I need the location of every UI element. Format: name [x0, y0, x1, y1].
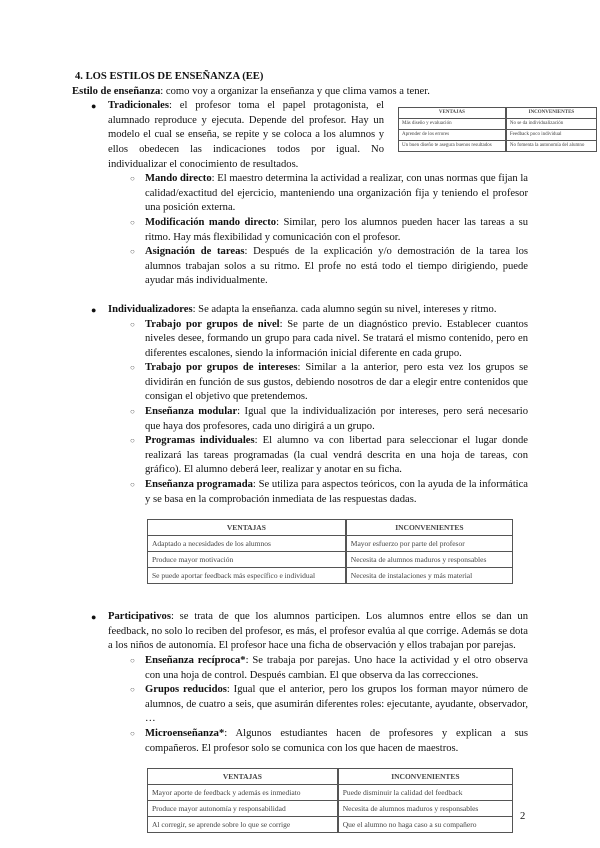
table-header: INCONVENIENTES	[338, 769, 513, 785]
bullet-tradicionales	[91, 99, 384, 172]
sub-item	[130, 172, 528, 216]
table-cell: Necesita de instalaciones y más material	[346, 568, 513, 584]
table-cell: Que el alumno no haga caso a su compañero	[338, 817, 513, 833]
sub-item	[130, 434, 528, 478]
term: Modificación mando directo	[145, 216, 277, 228]
text: : el profesor toma el papel protagonista, el alumnado reproduce y ejecuta. Depende del profesor. Hay un modelo el cual se enseña, se repite y se coloca a los alumnos y ellos obedecen las indicaciones todos por igual. No individualizar el conocimiento de resultados.	[108, 100, 384, 170]
table-cell: Mayor esfuerzo por parte del profesor	[346, 536, 513, 552]
text: : Se adapta la enseñanza. cada alumno según su nivel, intereses y ritmo.	[192, 303, 497, 315]
table-cell: Produce mayor autonomía y responsabilidad	[148, 801, 338, 817]
text: : Se utiliza para aspectos teóricos, con la ayuda de la informática y se basa en la comprobación inmediata de las respuestas dadas.	[145, 479, 528, 505]
term: Individualizadores	[108, 303, 193, 315]
term: Programas individuales	[145, 435, 255, 447]
table-cell: Feedback poco individual	[506, 130, 597, 141]
circle-bullet-icon: ○	[130, 407, 135, 417]
sub-item	[130, 478, 528, 507]
text: : Similar a la anterior, pero esta vez los grupos se dividirán en función de sus gustos, debiendo nosotros de dar a elegir entre contenidos que consigan el objetivo que pretendemos.	[145, 362, 528, 403]
table-cell: Adaptado a necesidades de los alumnos	[148, 536, 346, 552]
term: Tradicionales	[108, 100, 170, 112]
table-header: VENTAJAS	[399, 108, 506, 119]
table-cell: No fomenta la autonomía del alumno	[506, 141, 597, 152]
sub-item	[130, 727, 528, 756]
circle-bullet-icon: ○	[130, 728, 135, 738]
bullet-participativos	[91, 610, 528, 654]
circle-bullet-icon: ○	[130, 436, 135, 446]
circle-bullet-icon: ○	[130, 656, 135, 665]
text: : El maestro determina la actividad a realizar, con unas normas que fijan la calidad/exactitud del ejercicio, manteniendo una organización fija y teniendo el profesor una posición externa.	[145, 173, 528, 214]
sub-item	[130, 361, 528, 405]
circle-bullet-icon: ○	[130, 247, 135, 257]
table-cell: Aprender de los errores	[399, 130, 506, 141]
sub-item	[130, 216, 528, 245]
intro-term: Estilo de enseñanza	[72, 85, 161, 97]
table-header: INCONVENIENTES	[506, 108, 597, 119]
term: Trabajo por grupos de intereses	[145, 362, 298, 374]
term: Trabajo por grupos de nivel	[145, 318, 280, 330]
bullet-icon: ●	[91, 101, 97, 112]
bullet-icon: ●	[91, 304, 97, 315]
term: Grupos reducidos	[145, 684, 227, 696]
sub-item	[130, 654, 528, 683]
bullet-individualizadores	[91, 303, 528, 318]
table-cell: Un buen diseño te asegura buenos resultados	[399, 141, 506, 152]
table-cell: Puede disminuir la calidad del feedback	[338, 785, 513, 801]
circle-bullet-icon: ○	[130, 174, 135, 184]
text: : El alumno va con libertad para seleccionar el lugar donde realizará las tareas programadas (la cual vendrá descrita en una hoja de tareas, con gráfico). El alumno deberá leer, realizar y anotar en su ficha.	[145, 435, 528, 476]
table-cell: No se da individualización	[506, 119, 597, 130]
term: Microenseñanza*	[145, 727, 225, 739]
table-cell: Produce mayor motivación	[148, 552, 346, 568]
document-body	[72, 70, 528, 833]
table-cell: Al corregir, se aprende sobre lo que se corrige	[148, 817, 338, 833]
text: : Algunos estudiantes hacen de profesores y explican a sus compañeros. El profesor solo se comunica con los que hacen de maestros.	[145, 727, 528, 754]
circle-bullet-icon: ○	[130, 685, 135, 695]
text: : Después de la explicación y/o demostración de la tarea los alumnos trabajan solos a su ritmo. El profe no está todo el tiempo dirigiendo, puede ayudar más individualmente.	[145, 246, 529, 287]
term: Asignación de tareas	[145, 246, 245, 258]
term: Enseñanza recíproca*	[145, 655, 246, 666]
text: : Se parte de un diagnóstico previo. Establecer cuantos niveles desee, formando un grupo para cada nivel. Se tratará el mismo contenido, pero en diferentes escalones, siendo la información inicial diferente en cada grupo.	[145, 318, 528, 359]
page-number: 2	[520, 811, 526, 822]
table-cell: Necesita de alumnos maduros y responsables	[338, 801, 513, 817]
table-cell: Mayor aporte de feedback y además es inmediato	[148, 785, 338, 801]
text: : Se trabaja por parejas. Uno hace la actividad y el otro observa con una hoja de control. Después cambian. El que observa da las correcciones.	[145, 655, 528, 681]
circle-bullet-icon: ○	[130, 363, 135, 373]
term: Enseñanza modular	[145, 406, 238, 418]
sub-item	[130, 318, 528, 362]
table-cell: Más diseño y evaluación	[399, 119, 506, 130]
table-header: INCONVENIENTES	[346, 520, 513, 536]
text: : Similar, pero los alumnos pueden hacer las tareas a su ritmo. Hay más flexibilidad y comunicación con el profesor.	[145, 216, 528, 243]
table-individualizadores	[147, 519, 513, 584]
term: Mando directo	[145, 173, 212, 185]
text: : Igual que el anterior, pero los grupos los forman mayor número de alumnos, de cuatro a seis, que asumirán diferentes roles: ejecutante, ayudante, observador, …	[145, 684, 528, 725]
table-participativos	[147, 768, 513, 833]
term: Participativos	[108, 611, 171, 623]
table-cell: Se puede aportar feedback más específico e individual	[148, 568, 346, 584]
section-title: 4. LOS ESTILOS DE ENSEÑANZA (EE)	[75, 71, 264, 82]
text: : Igual que la individualización por intereses, pero será necesario que haya dos profesores, cada uno dirigirá a un grupo.	[145, 406, 528, 432]
term: Enseñanza programada	[145, 479, 253, 491]
table-header: VENTAJAS	[148, 769, 338, 785]
circle-bullet-icon: ○	[130, 217, 135, 227]
sub-item	[130, 245, 529, 289]
intro-paragraph	[72, 85, 528, 100]
intro-text: : como voy a organizar la enseñanza y que clima vamos a tener.	[160, 85, 430, 97]
table-header: VENTAJAS	[148, 520, 346, 536]
table-cell: Necesita de alumnos maduros y responsables	[346, 552, 513, 568]
bullet-icon: ●	[91, 612, 97, 623]
circle-bullet-icon: ○	[130, 319, 135, 329]
text: : se trata de que los alumnos participen. Los alumnos entre ellos se dan un feedback, no solo lo reciben del profesor, es más, el profesor evalúa al que corrige. Además se dota a los niños de autonomía. El profesor hace una ficha de observación y ellos trabajan por parejas.	[108, 611, 528, 652]
sub-item	[130, 405, 528, 434]
sub-item	[130, 683, 528, 727]
circle-bullet-icon: ○	[130, 480, 135, 490]
